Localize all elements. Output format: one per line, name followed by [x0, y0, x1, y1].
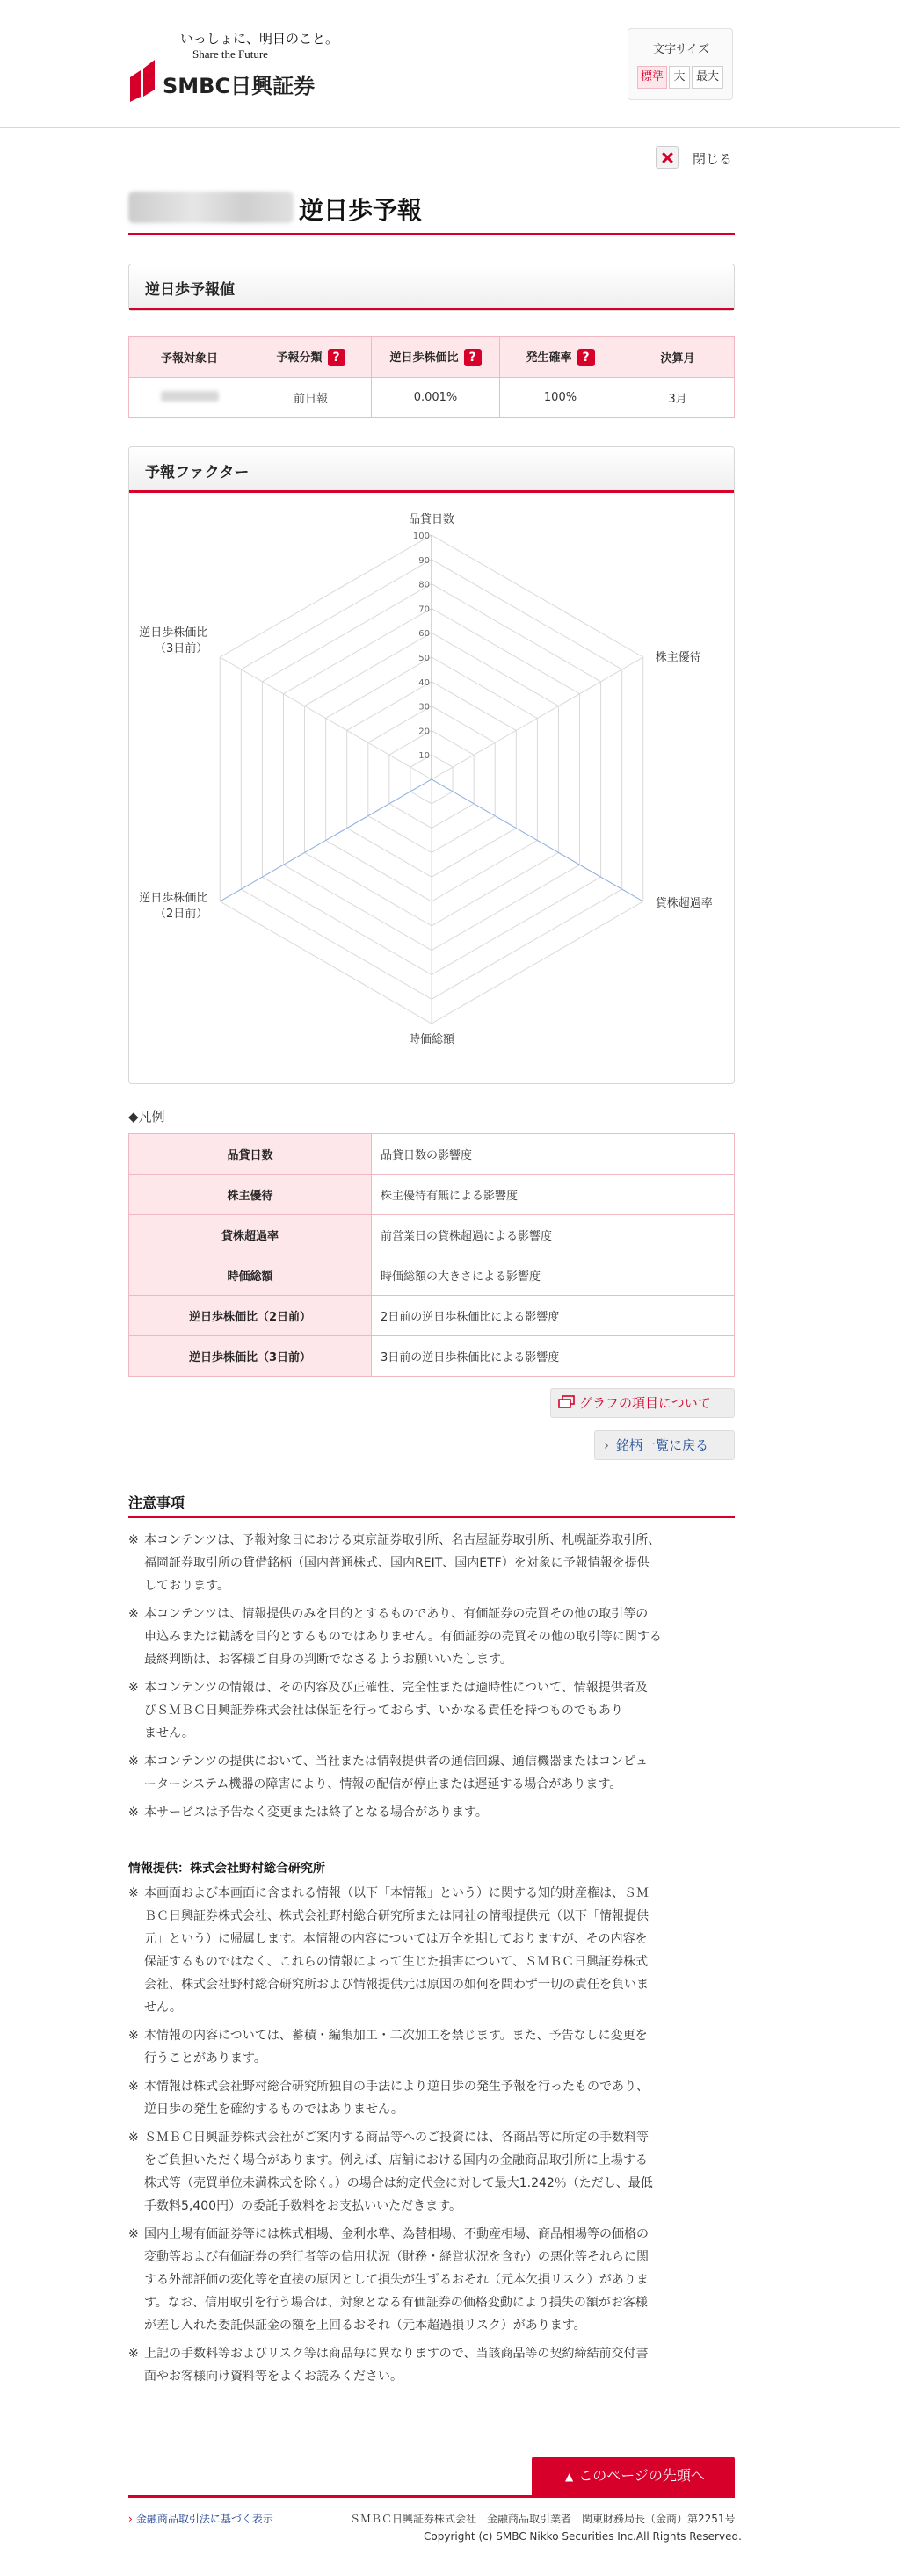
note-line: 手数料5,400円）の委託手数料をお支払いいただきます。 [144, 2199, 461, 2213]
note-line: 福岡証券取引所の貸借銘柄（国内普通株式、国内REIT、国内ETF）を対象に予報情報を提供 [144, 1556, 650, 1570]
note-line: 本情報の内容については、蓄積・編集加工・二次加工を禁じます。また、予告なしに変更を [144, 2029, 648, 2043]
note-mark: ※ [128, 1533, 139, 1547]
page-title: 逆日歩予報 [299, 196, 423, 225]
note-line: 本コンテンツは、予報対象日における東京証券取引所、名古屋証券取引所、札幌証券取引所、 [144, 1533, 661, 1547]
notes-divider [128, 1516, 735, 1518]
legend-row [129, 1336, 735, 1377]
note-mark: ※ [128, 2347, 139, 2361]
radar-axis-label [409, 1032, 455, 1046]
note-mark: ※ [128, 2080, 139, 2094]
legal-disclosure-label[interactable]: 金融商品取引法に基づく表示 [135, 2513, 273, 2525]
legend-key: 逆日歩株価比（3日前） [129, 1336, 372, 1377]
radar-tick-label: 20 [418, 727, 430, 737]
legend-value: 前営業日の貸株超過による影響度 [372, 1215, 735, 1255]
col-target-date: 予報対象日 [129, 337, 250, 378]
note-item [128, 1750, 735, 1796]
chevron-right-icon: › [128, 2513, 133, 2525]
radar-axis-label [656, 896, 713, 910]
note-line: 申込みまたは勧誘を目的とするものではありません。有価証券の売買その他の取引等に関する [144, 1630, 662, 1644]
note-line: 会社、株式会社野村総合研究所および情報提供元は原因の如何を問わず一切の責任を負いま [144, 1978, 649, 1992]
font-size-max-button[interactable]: 最大 [692, 66, 723, 89]
legend-key: 時価総額 [129, 1255, 372, 1296]
note-line: 国内上場有価証券等には株式相場、金利水準、為替相場、不動産相場、商品相場等の価格の [144, 2227, 649, 2241]
note-line: 本コンテンツの情報は、その内容及び正確性、完全性または適時性について、情報提供者及 [144, 1681, 648, 1695]
security-name-masked [128, 192, 294, 223]
legend-value: 株主優待有無による影響度 [372, 1175, 735, 1215]
cell-category: 前日報 [250, 378, 372, 418]
forecast-table [128, 336, 735, 418]
blurred-date [161, 391, 219, 402]
note-mark: ※ [128, 2029, 139, 2043]
note-line: 株式等（売買単位未満株式を除く。）の場合は約定代金に対して最大1.242％（ただし、最低 [144, 2176, 653, 2190]
factor-panel-header [129, 447, 734, 493]
radar-chart [129, 500, 734, 1083]
note-line: ＢＣ日興証券株式会社、株式会社野村総合研究所または同社の情報提供元（以下「情報提供 [144, 1909, 649, 1923]
note-line: をご負担いただく場合があります。例えば、店舗における国内の金融商品取引所に上場する [144, 2153, 648, 2167]
note-line: しております。 [144, 1579, 229, 1593]
font-size-switcher [628, 28, 733, 100]
note-line: ません。 [144, 1726, 194, 1740]
chevron-right-icon: › [604, 1437, 609, 1453]
note-mark: ※ [128, 2227, 139, 2241]
legend-value: 品貸日数の影響度 [372, 1134, 735, 1175]
smbc-logo-icon [128, 58, 156, 102]
forecast-panel-title: 逆日歩予報値 [145, 281, 235, 299]
tagline-ja: いっしょに、明日のこと。 [180, 31, 339, 47]
footer-copyright: Copyright (c) SMBC Nikko Securities Inc.All Rights Reserved. [424, 2530, 742, 2543]
legend-row [129, 1255, 735, 1296]
note-mark: ※ [128, 1607, 139, 1621]
radar-tick-label: 100 [412, 532, 430, 541]
note-line: 行うことがあります。 [144, 2051, 266, 2066]
note-item [128, 2024, 735, 2070]
factor-panel [128, 446, 735, 1084]
radar-axis-label [656, 650, 701, 664]
note-mark: ※ [128, 2131, 139, 2145]
note-line: ーターシステム機器の障害により、情報の配信が停止または遅延する場合があります。 [144, 1777, 622, 1791]
col-category: 予報分類 ? [250, 337, 372, 378]
note-line: す。なお、信用取引を行う場合は、対象となる有価証券の価格変動により損失の額がお客様 [144, 2296, 648, 2310]
page-top-label[interactable]: このページの先頭へ [578, 2467, 705, 2484]
note-item [128, 1603, 735, 1671]
chevron-up-icon: ▲ [565, 2471, 574, 2483]
legend-row [129, 1296, 735, 1336]
note-item [128, 1882, 735, 2019]
note-line: 本コンテンツの提供において、当社または情報提供者の通信回線、通信機器またはコンピュ [144, 1755, 649, 1769]
cell-ratio: 0.001% [372, 378, 500, 418]
radar-axis-label [139, 891, 207, 921]
title-divider [128, 233, 735, 235]
legend-row [129, 1134, 735, 1175]
radar-tick-label: 70 [418, 604, 430, 615]
legal-disclosure-link[interactable] [128, 2511, 273, 2526]
radar-tick-label: 80 [418, 580, 430, 590]
forecast-table-header [129, 337, 735, 378]
back-to-list-button[interactable] [594, 1430, 735, 1460]
note-line: 本画面および本画面に含まれる情報（以下「本情報」という）に関する知的財産権は、ＳＭ [144, 1886, 649, 1900]
note-line: 上記の手数料等およびリスク等は商品毎に異なりますので、当該商品等の契約締結前交付書 [144, 2347, 649, 2361]
radar-tick-label: 30 [418, 702, 430, 713]
legend-value: 時価総額の大きさによる影響度 [372, 1255, 735, 1296]
note-item [128, 2075, 735, 2121]
forecast-panel [128, 264, 735, 311]
footer-company: ＳＭＢＣ日興証券株式会社 金融商品取引業者 関東財務局長（金商）第2251号 [350, 2513, 736, 2525]
graph-help-button[interactable] [550, 1388, 735, 1418]
col-probability: 発生確率 ? [500, 337, 621, 378]
note-item [128, 1676, 735, 1745]
radar-axis-label-line: 逆日歩株価比 [139, 892, 208, 905]
legend-value: 3日前の逆日歩株価比による影響度 [372, 1336, 735, 1377]
legend-title: ◆凡例 [128, 1109, 165, 1125]
font-size-large-button[interactable]: 大 [669, 66, 690, 89]
note-mark: ※ [128, 1805, 139, 1820]
font-size-title: 文字サイズ [653, 43, 709, 56]
note-line: 元」という）に帰属します。本情報の内容については万全を期しておりますが、その内容を [144, 1932, 648, 1946]
note-line: する外部評価の変化等を直接の原因として損失が生ずるおそれ（元本欠損リスク）がありま [144, 2273, 649, 2287]
note-mark: ※ [128, 1681, 139, 1695]
radar-axis-label [139, 626, 207, 655]
radar-axis-label-line: 時価総額 [408, 1033, 455, 1046]
font-size-standard-button[interactable]: 標準 [637, 66, 667, 89]
radar-tick-label: 60 [418, 629, 430, 640]
factor-panel-title: 予報ファクター [145, 464, 250, 481]
note-line: 本コンテンツは、情報提供のみを目的とするものであり、有価証券の売買その他の取引等の [144, 1607, 649, 1621]
note-mark: ※ [128, 1755, 139, 1769]
note-line: びＳＭＢＣ日興証券株式会社は保証を行っておらず、いかなる責任を持つものでもあり [144, 1704, 623, 1718]
legend-key: 逆日歩株価比（2日前） [129, 1296, 372, 1336]
cell-fiscal-month: 3月 [621, 378, 735, 418]
note-item [128, 2342, 735, 2388]
radar-axis-label-line: 品貸日数 [408, 513, 455, 526]
note-line: 保証するものではなく、これらの情報によって生じた損害について、ＳＭＢＣ日興証券株式 [144, 1955, 649, 1969]
forecast-table-row [129, 378, 735, 418]
radar-tick-label: 10 [418, 751, 430, 762]
radar-axis-label [409, 512, 454, 526]
graph-help-label[interactable]: グラフの項目について [579, 1395, 711, 1411]
radar-axis-label-line: 株主優待 [655, 651, 701, 664]
legend-table [128, 1133, 735, 1377]
radar-tick-label: 40 [418, 677, 430, 688]
col-fiscal-month: 決算月 [621, 337, 735, 378]
legend-value: 2日前の逆日歩株価比による影響度 [372, 1296, 735, 1336]
close-label[interactable]: 閉じる [693, 151, 733, 167]
provider-title: 情報提供：株式会社野村総合研究所 [128, 1862, 325, 1876]
page-top-button[interactable] [532, 2457, 735, 2495]
footer-divider [128, 2495, 735, 2498]
note-line: 逆日歩の発生を確約するものではありません。 [144, 2102, 403, 2117]
radar-axis-label-line: （2日前） [154, 908, 208, 921]
close-icon[interactable] [656, 146, 679, 169]
note-mark: ※ [128, 1886, 139, 1900]
cell-probability: 100% [500, 378, 621, 418]
note-line: 本情報は株式会社野村総合研究所独自の手法により逆日歩の発生予報を行ったものであり、 [144, 2080, 649, 2094]
note-line: 本サービスは予告なく変更または終了となる場合があります。 [144, 1805, 488, 1820]
back-to-list-label[interactable]: 銘柄一覧に戻る [616, 1437, 709, 1453]
header [0, 0, 900, 128]
radar-axis-label-line: 逆日歩株価比 [139, 626, 208, 640]
note-line: が差し入れた委託保証金の額を上回るおそれ（元本超過損リスク）があります。 [144, 2319, 586, 2333]
help-question-icon[interactable]: ? [577, 349, 595, 366]
tagline-en: Share the Future [192, 47, 268, 61]
note-line: 最終判断は、お客様ご自身の判断でなさるようお願いいたします。 [144, 1653, 512, 1667]
logo-text: SMBC日興証券 [163, 74, 316, 98]
note-item [128, 2126, 735, 2218]
radar-axis-label-line: 貸株超過率 [655, 897, 713, 910]
legend-key: 株主優待 [129, 1175, 372, 1215]
note-item [128, 1529, 735, 1597]
note-line: 変動等および有価証券の発行者等の信用状況（財務・経営状況を含む）の悪化等それらに関 [144, 2250, 649, 2264]
cell-target-date [129, 378, 250, 418]
radar-axis-label-line: （3日前） [154, 642, 208, 655]
col-ratio: 逆日歩株価比 ? [372, 337, 500, 378]
legend-row [129, 1175, 735, 1215]
legend-key: 品貸日数 [129, 1134, 372, 1175]
note-item [128, 2223, 735, 2337]
legend-row [129, 1215, 735, 1255]
note-line: せん。 [144, 2001, 182, 2015]
help-question-icon[interactable]: ? [328, 349, 345, 366]
external-window-icon [558, 1395, 576, 1409]
note-line: 面やお客様向け資料等をよくお読みください。 [144, 2370, 403, 2384]
note-item [128, 1801, 735, 1824]
notes-title: 注意事項 [128, 1494, 185, 1511]
radar-tick-label: 50 [418, 654, 430, 663]
help-question-icon[interactable]: ? [464, 349, 482, 366]
legend-key: 貸株超過率 [129, 1215, 372, 1255]
note-line: ＳＭＢＣ日興証券株式会社がご案内する商品等へのご投資には、各商品等に所定の手数料等 [144, 2131, 649, 2145]
radar-tick-label: 90 [418, 555, 430, 566]
forecast-panel-header [129, 264, 734, 310]
